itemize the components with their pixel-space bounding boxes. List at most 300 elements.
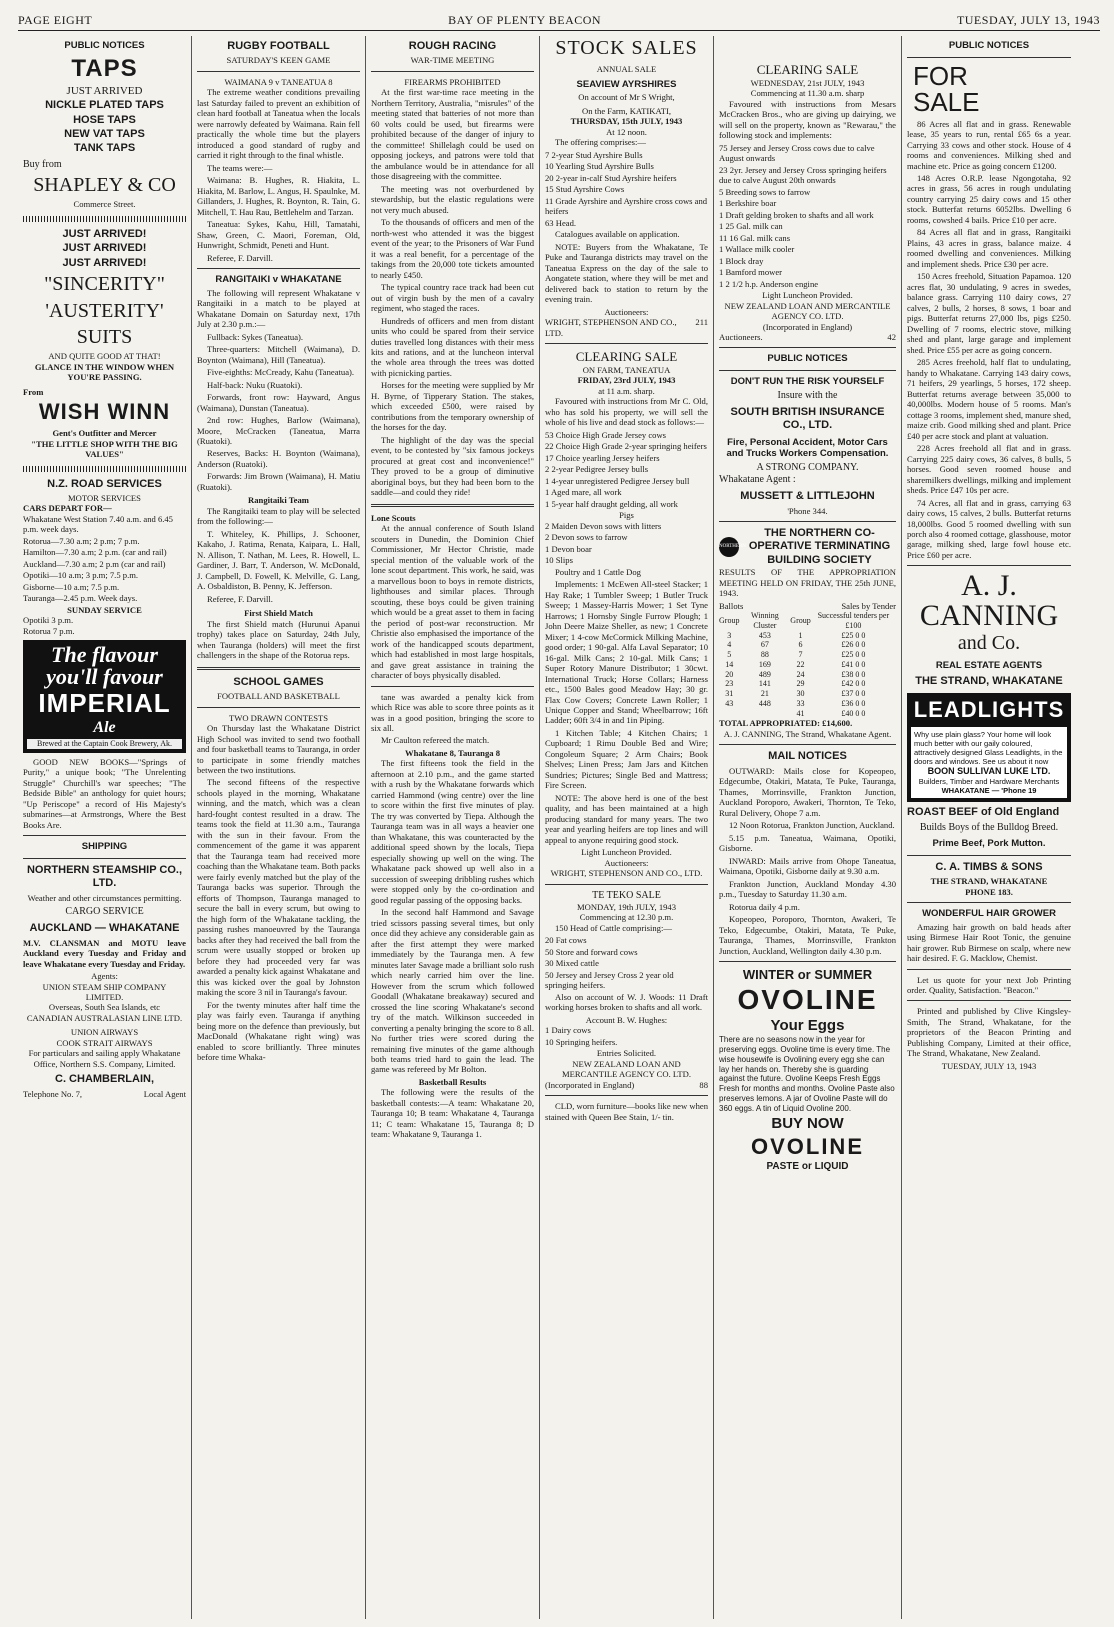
notice-number: 211 [695,317,708,328]
nz-road-heading: N.Z. ROAD SERVICES [47,477,162,490]
list-item: 1 Wallace milk cooler [719,244,795,255]
article-paragraph: Hundreds of officers and men from distant units who could be spared from their service duties travelled long distances with their mess kits and rations, and at the luncheon interval the whole area through the trees was dotted with picnicking parties. [371,315,534,378]
divider [197,71,360,72]
arrived-line: JUST ARRIVED! [62,242,147,255]
list-item: 1 Dairy cows [545,1025,591,1036]
divider [197,268,360,269]
ad-brewery: Brewed at the Captain Cook Brewery, Ak. [27,739,182,749]
austerity: 'AUSTERITY' [45,299,164,322]
list-item: 1 Devon boar [545,543,592,554]
cargo-service: CARGO SERVICE [65,905,144,917]
tap-item: NICKLE PLATED TAPS [45,99,164,112]
divider [545,884,708,885]
arrived-line: JUST ARRIVED! [62,256,147,269]
issue-date: TUESDAY, JULY 13, 1943 [956,13,1100,27]
column-5 [714,36,902,1619]
table-cell: 31 [725,689,734,699]
divider [907,57,1071,58]
seaview-heading: SEAVIEW AYRSHIRES [576,78,677,90]
divider [23,466,186,472]
ad-brand: OVOLINE [750,1133,864,1159]
table-cell: 453 [758,630,771,640]
article-paragraph: The meeting was not overburdened by stewardship, but the elastic regulations were not very much abused. [371,183,534,215]
article-paragraph: Favoured with instructions from Mr C. Old, who has sold his property, we will sell the whole of his live and dead stock as follows:— [545,396,708,428]
chamberlain: C. CHAMBERLAIN, [55,1073,154,1086]
divider [907,1000,1071,1001]
table-cell: 22 [796,659,805,669]
article-paragraph: The typical country race track had been cut out of virgin bush by the men of a cavalry regiment, who staged the races. [371,282,534,314]
incorporated-line [545,1080,708,1090]
article-paragraph: The first Shield match (Hurunui Apanui trophy) takes place on Saturday, 24th July, when Tauranga (holders) will meet the first challengers in the shape of the Rotorua reps. [197,618,360,661]
quite-good: AND QUITE GOOD AT THAT! [48,351,161,362]
article-paragraph: At the first war-time race meeting in the Northern Territory, Australia, "misrules" of the meeting stated that batteries of not more than 60 volts could be used, but firearms were prohibited because of the danger of injury to the committee! Shillelagh could be used on opposing jockeys, and patrons were told that the ambulance would be in attendance for all those disagreeing with the committee. [371,87,534,182]
list-item: 15 Stud Ayrshire Cows [545,184,625,195]
northern-steamship: NORTHERN STEAMSHIP CO., LTD. [26,863,183,890]
canning-and-co: and Co. [957,632,1021,655]
list-item: 1 Draft gelding broken to shafts and all work [719,209,874,220]
little-shop: "THE LITTLE SHOP WITH THE BIG VALUES" [31,438,178,460]
list-item: 17 Choice yearling Jersey heifers [545,452,660,463]
ad-tagline: Your Eggs [770,1017,845,1035]
buy-from: Buy from [23,158,62,170]
shipping-heading: SHIPPING [81,841,128,853]
ad-trade: Builders, Timber and Hardware Merchants [918,777,1060,787]
subheading: FOOTBALL AND BASKETBALL [217,691,340,702]
wish-winn: WISH WINN [38,399,171,425]
subheading: Pigs [619,510,634,521]
table-cell: 5 [727,650,732,660]
table-row [719,660,896,670]
notice-number: 42 [887,332,896,342]
article-paragraph: OUTWARD: Mails close for Kopeopeo, Edgecumbe, Otakiri, Matata, Te Puke, Tauranga, Thames, Morrinsville, Frankton Junction, Auckland Poroporo, Awakeri, Thornton, Te Teko, Rural Delivery, Ohope 7 a.m. [719,765,896,818]
table-cell: 1 [798,630,803,640]
sale-list [719,143,896,289]
article-paragraph: Kopeopeo, Poroporo, Thornton, Awakeri, Te Teko, Edgecumbe, Otakiri, Matata, Te Puke, Tauranga, Thames, Morrinsville, Frankton Junction, Auckland, Wellington daily 4.30 p.m. [719,914,896,956]
article-paragraph: The extreme weather conditions prevailing last Saturday failed to prevent an exhibition of clean hard football at Taneatua when the locals were narrowly defeated by Waimana. Rain fell practically the whole time but the players introduced a good standard of rugby and carried it right through to the final whistle. [197,87,360,161]
sales-by-tender: Sales by Tender [841,600,896,611]
article-paragraph: The Rangitaiki team to play will be selected from the following:— [197,505,360,527]
table-cell: 6 [798,640,803,650]
auckland-whakatane: AUCKLAND — WHAKATANE [29,922,180,935]
subheading: First Shield Match [244,608,313,619]
arrived-line: JUST ARRIVED! [62,227,147,240]
sale-time: At 12 noon. [606,126,647,137]
cattle-list [545,935,708,990]
article-paragraph: NOTE: Buyers from the Whakatane, Te Puke and Tauranga districts may travel on the Taneatua Express on the day of the sale to Aongatete station, where they will be met and delivered back to station to return by the evening train. [545,241,708,305]
article-paragraph: Forwards: Jim Brown (Waimana), H. Matiu (Ruatoki). [197,471,360,492]
article-paragraph: 150 Head of Cattle comprising:— [555,922,672,933]
paper-title: BAY OF PLENTY BEACON [448,13,602,27]
article-paragraph: Waimana: B. Hughes, R. Hiakita, L. Hiakita, M. Barlow, L. Angus, H. Spaulnke, M. Gillanders, J. Hughes, R. Boynton, R. Tain, G. Mitchell, T. Hau Rau, Bettlehelm and Tarzan. [197,175,360,217]
list-item: 11 Grade Ayrshire and Ayrshire cross cows and heifers [545,195,708,217]
subheading: Basketball Results [418,1076,487,1087]
list-item: 23 2yr. Jersey and Jersey Cross springing heifers due to calve August 20th onwards [719,164,887,186]
sale-date: FRIDAY, 23rd JULY, 1943 [577,375,676,386]
ad-text: Why use plain glass? Your home will look much better with our gaily coloured, attractively designed Glass Leadlights, in the doors and windows. See us about it now [914,729,1063,767]
list-item: Whakatane West Station 7.40 a.m. and 6.45 p.m. week days. [23,513,173,535]
divider [371,686,534,687]
shapley-name: SHAPLEY & CO [33,174,176,197]
section-heading: PUBLIC NOTICES [64,40,145,51]
article-paragraph: Poultry and 1 Cattle Dog [555,566,641,577]
auctioneers-label: Auctioneers. [719,332,763,342]
ad-text: There are no seasons now in the year for preserving eggs. Ovoline time is every time. The wise housewife is Ovolining every egg she can lay her hands on. Thereby she is guarding against the future. Ovoline Keeps Fresh Eggs Fresh for months and months. Ovoline Paste also preserves lemons. A jar of Ovoline Paste will do 360 eggs. A tin of Liquid Ovoline 200. [719,1035,895,1113]
article-paragraph: Taneatua: Sykes, Kahu, Hill, Tamatahi, Shaw, Green, C. Maori, Foreman, Old, Hunwright, Schmidt, Peneti and Hunt. [197,219,360,251]
sale-time: Commencing at 11.30 a.m. sharp [750,88,865,99]
divider [719,521,896,522]
table-cell: 20 [725,669,734,679]
page-number: PAGE EIGHT [18,13,93,27]
list-item: 50 Store and forward cows [545,946,638,957]
tap-item: NEW VAT TAPS [64,128,145,141]
sunday-service: SUNDAY SERVICE [67,604,142,615]
list-item: 2 2-year Pedigree Jersey bulls [545,464,649,475]
ad-body [911,727,1067,799]
list-item: 10 Yearling Stud Ayrshire Bulls [545,161,654,172]
offering-list [545,150,708,228]
telephone: Telephone No. 7, [23,1088,83,1099]
south-british: SOUTH BRITISH INSURANCE CO., LTD. [730,405,885,432]
canning-logo: A. J. CANNING [919,569,1059,633]
listing: 86 Acres all flat and in grass. Renewable lease, 35 years to run, rental £65 6s a year. Carrying 33 cows and other stock. House of 4 rooms and conveniences. Milking shed and machine etc. Price as going concern £1200. [907,118,1071,171]
incorporated: (Incorporated in England) [762,321,853,332]
on-account: On account of Mr S Wright, [578,92,675,103]
strand-address: THE STRAND, WHAKATANE [915,675,1063,688]
table-row [719,640,896,650]
books-notice: GOOD NEW BOOKS—"Springs of Purity," a unique book; "The Unrelenting Struggle" Churchill's war speeches; "The Bedside Bible" an anthology for quiet hours; "Up Periscope" a record of His Majesty's submarines—at Armstrongs, Where the Best Books Are. [23,756,186,830]
article-paragraph: The offering comprises:— [555,137,647,148]
subheading: SATURDAY'S KEEN GAME [226,55,331,66]
table-cell: 30 [796,689,805,699]
ad-brand: IMPERIAL [38,688,171,719]
bulldog-breed: Builds Boys of the Bulldog Breed. [919,821,1059,833]
article-paragraph: The second fifteens of the respective schools played in the morning, Whakatane winning, and the match, which was a clean hard-fought contest resulted in a draw. The teams took the field at 11.30 a.m., Tauranga with the sun in their favour. From the commencement of the game it was apparent that the Tauranga team had received more coaching than the Whakatane team. Both packs were fairly evenly matched but the play of the Tauranga backs was superior. Through the efforts of Thompson, Tauranga managed to secure the ball in every scrum, but owing to the high form of the Whakatane tackling, the passing rushes manoeuvred by the Tauranga backs after they had received the ball from the scrum were usually stopped or broken up before they had proceeded very far was awarded a penalty kick against Whakatane and this was kicked over the goal by Johnston making the score 3 nil in Tauranga's favour. [197,777,360,998]
article-paragraph: Reserves, Backs: H. Boynton (Waimana), Anderson (Ruatoki). [197,448,360,469]
table-cell: 21 [760,689,769,699]
table-caption [719,601,896,611]
article-paragraph: On Thursday last the Whakatane District High School was invited to send two football and four basketball teams to Tauranga, in order to participate in some friendly matches between the two institutions. [197,723,360,775]
divider [719,961,896,962]
rough-racing-heading: ROUGH RACING [408,40,497,52]
list-item: 22 Choice High Grade 2-year springing heifers [545,441,707,452]
canning-agent: A. J. CANNING, The Strand, Whakatane Agent. [723,728,892,739]
table-cell: 7 [798,650,803,660]
overseas: Overseas, South Sea Islands, etc [48,1002,161,1013]
list-item: 10 Springing heifers. [545,1036,618,1047]
table-row [719,631,896,641]
table-cell: £25 0 0 [841,630,866,640]
subheading: Account B. W. Hughes: [585,1014,668,1025]
column-2 [192,36,366,1619]
insurance-types: Fire, Personal Accident, Motor Cars and Trucks Workers Compensation. [726,436,889,460]
list-item: 2 Maiden Devon sows with litters [545,520,662,531]
list-item: 50 Jersey and Jersey Cross 2 year old springing heifers. [545,969,674,991]
article-paragraph: Fullback: Sykes (Taneatua). [207,331,304,342]
article-paragraph: Amazing hair growth on bald heads after using Birmese Hair Root Tonic, the genuine hair grower. Rub Birmese on scalp, where new hair desired. F. G. Macklow, Chemist. [907,921,1071,964]
union-airways: UNION AIRWAYS [70,1027,139,1038]
subheading: ON FARM, TANEATUA [582,364,671,375]
motor-services: MOTOR SERVICES [68,492,141,503]
stock-list [545,430,708,509]
timbs-sons: C. A. TIMBS & SONS [935,860,1043,873]
table-cell: 88 [760,650,769,660]
article-paragraph: Referee, F. Darvill. [207,593,273,604]
building-society-header [719,527,896,567]
list-item: 10 Slips [545,555,573,566]
table-cell: 33 [796,698,805,708]
article-paragraph: Rotorua daily 4 p.m. [729,901,800,912]
sale-time: Commencing at 12.30 p.m. [579,912,674,923]
divider [719,370,896,371]
list-item: Rotorua—7.30 a.m; 2 p.m; 7 p.m. [23,535,140,546]
commerce-street: Commerce Street. [73,199,136,210]
pig-list [545,521,708,566]
section-heading: PUBLIC NOTICES [767,353,848,365]
divider [23,858,186,859]
auctioneer-line [545,317,708,338]
table-cell: 67 [760,640,769,650]
ad-brand: OVOLINE [737,983,878,1015]
northern-coop: THE NORTHERN CO-OPERATIVE TERMINATING BUILDING SOCIETY [748,527,891,566]
masthead [18,6,1100,31]
score-line: Whakatane 8, Tauranga 8 [404,747,501,758]
agent-label: Whakatane Agent : [719,473,796,485]
table-cell: £37 0 0 [841,689,866,699]
list-item: 20 2-year in-calf Stud Ayrshire heifers [545,172,677,183]
divider [545,343,708,344]
list-item: Opotiki 3 p.m. [23,615,74,626]
sincerity: "SINCERITY" [44,273,165,296]
article-paragraph: Let us quote for your next Job Printing order. Quality, Satisfaction. "Beacon." [907,974,1071,995]
clearing-sale-heading: CLEARING SALE [756,62,859,77]
strong-company: A STRONG COMPANY. [756,461,859,473]
article-paragraph: The following will represent Whakatane v Rangitaiki in a match to be played at Whakatane Domain on Saturday next, 17th July at 2.30 p.m.:— [197,287,360,330]
list-item: 11 16 Gal. milk cans [719,232,791,243]
list-item: 1 Berkshire boar [719,198,777,209]
timbs-phone: PHONE 183. [965,886,1013,897]
entries: Entries Solicited. [596,1048,657,1059]
table-cell [719,709,739,719]
subheading: TWO DRAWN CONTESTS [228,712,329,723]
table-row [719,709,896,719]
northern-logo-icon: NORTHERN [719,537,739,557]
list-item: 1 Block dray [719,255,764,266]
list-item: Tauranga—2.45 p.m. Week days. [23,593,138,604]
article-paragraph: For the twenty minutes after half time the play was fairly even. Tauranga if anything being more on the defence than previously, but MacDonald (Whakatane right wing) was enabled to score brilliantly. Three minutes before time Whaka- [197,999,360,1063]
clearing-sale-heading: CLEARING SALE [575,349,678,365]
listing: 84 Acres all flat and in grass, Rangitaiki Plains, 43 acres in grass, balance maize. 4 roomed dwelling and conveniences. Milking and implement sheds. Price £30 per acre. [907,227,1071,269]
mail-notices-heading: MAIL NOTICES [768,750,847,763]
ovoline-ad [719,967,896,1173]
article-paragraph: Implements: 1 McEwen All-steel Stacker; 1 Hay Rake; 1 Tumbler Sweep; 1 Butler Truck Sweep; 1 Massey-Harris Mower; 1 Set Tyne Harrows; 1 Hornsby Single Furrow Plough; 1 John Deere Maize Sheller, as new; 1 Concrete Mixer; 1 4-cow McCormick Milking Machine, good order; 1 90-gal. Alfa Laval Separator; 10 16-gal. Milk Cans; 2 10-gal. Milk Cans; 1 Super Rotory Manure Distributor; 1 30cwt. International Truck; Horse Collars; Harness etc., 1500 Bales good Meadow Hay; 30 gr. Flax Cow Covers; Concrete Lawn Roller; 1 Unique Copper and Stand; Wheelbarrow; 16ft Ladder; 60ft 3/4 in and 1in Piping. [545,579,708,726]
article-paragraph: 1 Kitchen Table; 4 Kitchen Chairs; 1 Cupboard; 1 Rimu Double Bed and Wire; Congoleum Square; 2 Arm Chairs; Book Shelves; Linen Press; Jam Jars and Kitchen Sundries; Pictures; Single Bed and Mattress; Fire Screen. [545,727,708,791]
listing: 285 Acres freehold, half flat to undulating, handy to Whakatane. Carrying 143 dairy cows, 71 heifers, 29 yearlings, 5 horses, 172 sheep. Butterfat returns average between 35,000 to 40,000lbs. Modern house of 5 rooms. Man's cottage 3 rooms, implement shed, manure shed, maize crib. Good milking shed and plant. Price £40 per acre stock and plant at valuation. [907,357,1071,441]
stock-sales-heading: STOCK SALES [555,37,698,59]
subheading: FIREARMS PROHIBITED [404,76,501,87]
sale-date: THURSDAY, 15th JULY, 1943 [570,116,683,127]
ad-slogan: The flavour you'll favour [46,642,163,690]
school-games-heading: SCHOOL GAMES [233,675,324,688]
ad-company: BOON SULLIVAN LUKE LTD. [927,766,1051,777]
agent-footer [23,1089,186,1099]
article-paragraph: Three-quarters: Mitchell (Waimana), D. Boynton (Waimana), Hill (Taneatua). [197,344,360,365]
article-paragraph: Catalogues available on application. [555,229,680,240]
for-sale-heading: FOR SALE [913,60,980,117]
tap-item: HOSE TAPS [73,113,136,126]
article-paragraph: In the second half Hammond and Savage tried scissors passing several times, but only once did they achieve any considerable gain as after the first attempt they were marked immediately by the Tauranga men. A few minutes later Savage made a brilliant solo rush which nearly carried him over the line. However from the scrum which followed Goodall (Whakatane breakaway) secured and crossed the line scoring Whakatane's second try of the match. Wilkinson succeeded in converting a penalty bringing the score to 8 all. No further tries were scored during the remaining five minutes of the game although both teams tried hard to gain the lead. The game was refereed by Mr Bolton. [371,907,534,1075]
list-item: 53 Choice High Grade Jersey cows [545,429,666,440]
auctioneer-name: NEW ZEALAND LOAN AND MERCANTILE AGENCY CO. LTD. [562,1058,691,1080]
particulars: For particulars and sailing apply Whakatane Office, Northern S.S. Company, Limited. [28,1048,181,1069]
article-paragraph: At the annual conference of South Island scouters in Dunedin, the Dominion Chief Commissioner, Mr Hector Christie, made special mention of the valuable work of the lone scout department. This work, he said, was a marvellous boon to boys in remote districts, lighthouses and similar places. Through scouting, these boys could be given training which would be a great asset to them in facing the period of post-war reconstruction. Mr Christie also emphasised the importance of the work of the handicapped scouts department, which had established in most large hospitals, and gave great assistance in training the character of boys physically disabled. [371,523,534,681]
list-item: 2 Devon sows to farrow [545,532,628,543]
results-text: RESULTS OF THE APPROPRIATION MEETING HELD ON FRIDAY, THE 25th JUNE, 1943. [719,567,896,599]
list-item: 30 Mixed cattle [545,958,599,969]
te-teko-heading: TE TEKO SALE [592,889,661,901]
list-item: 1 Aged mare, all work [545,487,622,498]
table-row [719,699,896,709]
table-cell: 29 [796,679,805,689]
listing: 148 Acres O.R.P. lease Ngongotaha, 92 acres in grass, 56 acres in rough undulating country carrying 25 dairy cows and 15 other stock. Butterfat returns 6052lbs. Dwelling 6 rooms, cowshed 4 bails. Price £10 per acre. [907,173,1071,225]
list-item: Hamilton—7.30 a.m; 2 p.m. (car and rail) [23,547,167,558]
cars-depart: CARS DEPART FOR— [23,503,112,514]
score-heading: WAIMANA 9 v TANEATUA 8 [224,76,333,87]
hair-grower-heading: WONDERFUL HAIR GROWER [922,908,1056,919]
article-paragraph: Half-back: Nuku (Ruatoki). [207,379,303,390]
luncheon: Light Luncheon Provided. [762,290,853,301]
glance: GLANCE IN THE WINDOW WHEN YOU'RE PASSING. [34,361,175,383]
article-paragraph: 5.15 p.m. Taneatua, Waimana, Opotiki, Gisborne. [719,832,896,854]
imperial-ale-ad [23,640,186,752]
listing: 228 Acres freehold all flat and in grass. Carrying 225 dairy cows, 36 calves, 8 bulls, 5 horses. Good seven roomed house and sharemilkers dwellings, milking and implement sheds. Price £47 10s per acre. [907,443,1071,496]
weather-note: Weather and other circumstances permitting. [27,892,182,903]
list-item: 1 5-year half draught gelding, all work [545,498,678,509]
listing: 74 Acres, all flat and in grass, carrying 63 dairy cows, 15 calves, 2 bulls. Butterfat returns 18,000lbs. Good 5 roomed dwelling with sun porch also 4 roomed cottage, glasshouse, motor garage, milking shed, large fowl house etc. Price £60 per acre. [907,497,1071,560]
rangitaiki-heading: RANGITAIKI v WHAKATANE [215,274,342,286]
section-heading: PUBLIC NOTICES [948,40,1030,51]
header-cell: Winning Cluster [751,611,779,630]
table-cell [739,709,790,719]
subheading: Rangitaiki Team [248,495,309,506]
auctioneers-label: Auctioneers: [604,306,649,317]
ballots-label: Ballots [719,600,744,611]
column-4 [540,36,714,1619]
table-cell: £36 0 0 [841,698,866,708]
appropriation-table [719,611,896,718]
table-row [719,650,896,660]
table-cell: 169 [758,659,771,669]
header-cell: Group [790,616,811,626]
divider [907,855,1071,856]
taps-heading: TAPS [71,54,138,82]
auctioneers-label: Auctioneers: [604,857,649,868]
notice-number: 88 [699,1079,708,1090]
real-estate-agents: REAL ESTATE AGENTS [935,659,1043,671]
list-item: Rotorua 7 p.m. [23,625,75,636]
leadlights-ad [907,693,1071,803]
table-cell: 23 [725,679,734,689]
auctioneer-name: WRIGHT, STEPHENSON AND CO., LTD. [545,317,677,338]
table-cell: 14 [725,659,734,669]
ad-headline: WINTER or SUMMER [742,967,873,983]
article-paragraph: 2nd row: Hughes, Barlow (Waimana), Moore, McCracken (Taneatua, Marra (Ruatoki). [197,415,360,446]
table-row [719,689,896,699]
sale-date: MONDAY, 19th JULY, 1943 [576,901,677,912]
divider [197,707,360,708]
auctioneer-name: NEW ZEALAND LOAN AND MERCANTILE AGENCY CO. LTD. [724,300,891,322]
divider [907,902,1071,903]
table-cell: £42 0 0 [841,679,866,689]
ad-brand: LEADLIGHTS [913,696,1065,722]
table-cell: £26 0 0 [841,640,866,650]
local-agent: Local Agent [143,1088,186,1099]
rugby-heading: RUGBY FOOTBALL [227,40,330,52]
list-item: 1 25 Gal. milk can [719,221,783,232]
article-paragraph: Referee, F. Darvill. [207,252,273,263]
divider [719,744,896,745]
table-cell: 3 [727,630,732,640]
article-paragraph: 12 Noon Rotorua, Frankton Junction, Auckland. [729,820,895,831]
roast-beef: ROAST BEEF of Old England [907,806,1060,819]
auctioneer-name: WRIGHT, STEPHENSON AND CO., LTD. [550,868,703,879]
divider [545,1095,708,1096]
list-item: 5 Breeding sows to farrow [719,186,811,197]
table-cell: 41 [796,708,805,718]
dont-run-risk: DON'T RUN THE RISK YOURSELF [730,376,885,388]
union-company: UNION STEAM SHIP COMPANY LIMITED. [42,981,167,1002]
sale-time: at 11 a.m. sharp. [598,385,655,396]
newspaper-columns [18,36,1100,1619]
list-item: Gisborne—10 a.m; 7.5 p.m. [23,581,120,592]
table-cell: 141 [758,679,771,689]
list-item: 1 Bamford mower [719,267,783,278]
listing: 150 Acres freehold, Situation Papamoa. 120 acres flat, 30 undulating, 9 acres in swedes, balance grass. Carrying 110 dairy cows, 27 calves, 2 bulls, 2 horses, 8 sows, 1 boar and pigs. Butterfat returns 27,000 lbs, pigs £250. Dwelling of 7 rooms, electric stove, milking shed and plant, large garage and implement shed. Price £55 per acre as going concern. [907,271,1071,355]
table-cell: £40 0 0 [841,708,866,718]
list-item: 1 4-year unregistered Pedigree Jersey bull [545,475,690,486]
table-cell: £25 0 0 [841,650,866,660]
article-paragraph: T. Whiteley, K. Phillips, J. Schooner, Kakaho, J. Ratima, Renata, Kaipara, L. Hall, N. Allison, T. Nathan, M. Lees, R. Howell, L. Gardiner, J. Barr, T. Anderson, W. McDonald, J. Campbell, D. Fowell, K. Melville, G. Lang, A. Osbaldiston, B. Penny, K. Jefferson. [197,528,360,592]
article-paragraph: Also on account of W. J. Woods: 11 Draft working horses broken to shafts and all work. [545,991,708,1013]
luncheon: Light Luncheon Provided. [581,847,672,858]
divider [907,969,1071,970]
insure-with: Insure with the [777,389,838,401]
header-cell: Successful tenders per £100 [817,611,890,630]
divider [23,216,186,222]
list-item: Opotiki—10 a.m; 3 p.m; 7.5 p.m. [23,570,139,581]
article-paragraph: The following were the results of the basketball contests:—A team: Whakatane 20, Tauranga 10; B team: Whakatane 4, Tauranga 11; C team: Whakatane 15, Tauranga 8; D team: Whakatane 9, Tauranga 1. [371,1087,534,1140]
table-cell: £41 0 0 [841,659,866,669]
article-paragraph: Forwards, front row: Hayward, Angus (Waimana), Dunstan (Taneatua). [197,392,360,413]
divider [719,347,896,348]
table-cell: £38 0 0 [841,669,866,679]
column-3 [366,36,540,1619]
divider [371,504,534,507]
incorporated: (Incorporated in England) [545,1079,635,1090]
mussett-littlejohn: MUSSETT & LITTLEJOHN [740,490,875,503]
total-appropriated: TOTAL APPROPRIATED: £14,600. [719,718,853,729]
ad-footer: PASTE or LIQUID [766,1160,849,1172]
just-arrived: JUST ARRIVED [66,84,143,97]
divider [907,565,1071,566]
auctioneer-line [719,332,896,342]
column-6 [902,36,1076,1619]
divider [197,667,360,670]
table-cell: 4 [727,640,732,650]
divider [371,71,534,72]
list-item: 7 2-year Stud Ayrshire Bulls [545,149,643,160]
table-cell: 24 [796,669,805,679]
article-paragraph: INWARD: Mails arrive from Ohope Taneatua, Waimana, Opotiki, Gisborne daily at 9.30 a.m. [719,855,896,877]
